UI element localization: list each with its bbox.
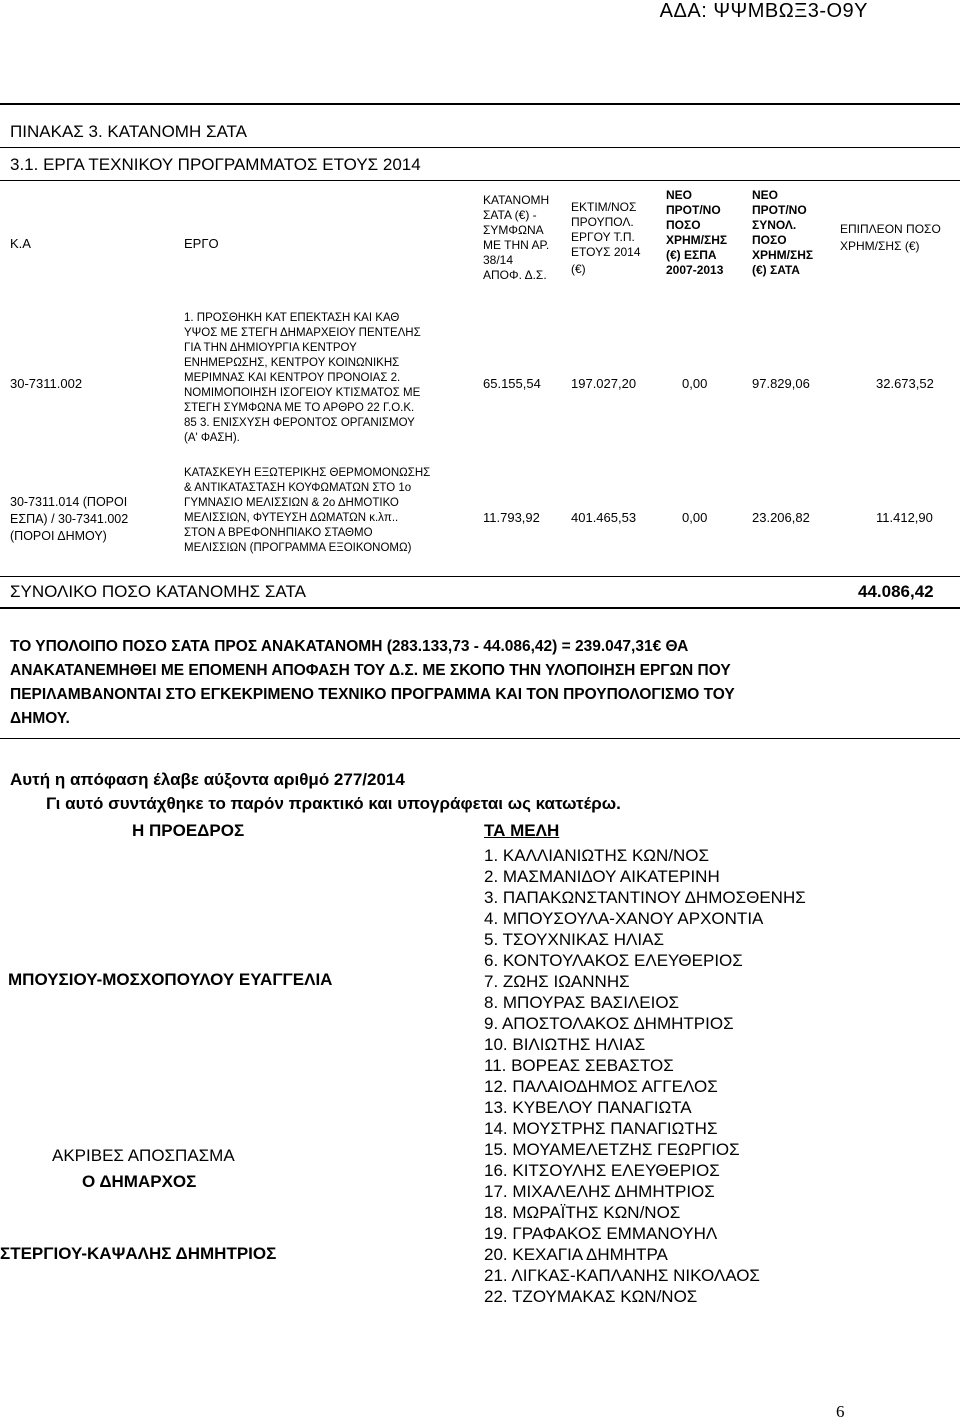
col-header-espa: ΝΕΟ ΠΡΟΤ/ΝΟ ΠΟΣΟ ΧΡΗΜ/ΣΗΣ (€) ΕΣΠΑ 2007-2013 (666, 188, 728, 277)
table-bottom-border (0, 607, 960, 609)
row2-epipleon: 11.412,90 (876, 510, 933, 525)
list-item: 20. ΚΕΧΑΓΙΑ ΔΗΜΗΤΡΑ (484, 1245, 668, 1264)
list-item: 4. ΜΠΟΥΣΟΥΛΑ-ΧΑΝΟΥ ΑΡΧΟΝΤΙΑ (484, 909, 764, 928)
president-title: Η ΠΡΟΕΔΡΟΣ (132, 821, 245, 840)
list-item: 15. ΜΟΥΑΜΕΛΕΤΖΗΣ ΓΕΩΡΓΙΟΣ (484, 1140, 740, 1159)
col-header-ergo: ΕΡΓΟ (184, 236, 219, 251)
list-item: 19. ΓΡΑΦΑΚΟΣ ΕΜΜΑΝΟΥΗΛ (484, 1224, 718, 1243)
col-header-ka: Κ.Α (10, 236, 31, 251)
drawn-up-text: Γι αυτό συντάχθηκε το παρόν πρακτικό και υπογράφεται ως κατωτέρω. (46, 794, 621, 813)
col-header-katanomi: ΚΑΤΑΝΟΜΗ ΣΑΤΑ (€) - ΣΥΜΦΩΝΑ ΜΕ ΤΗΝ ΑΡ. 38/14 ΑΠΟΦ. Δ.Σ. (483, 193, 550, 282)
true-copy-label: ΑΚΡΙΒΕΣ ΑΠΟΣΠΑΣΜΑ (52, 1146, 235, 1165)
page-number: 6 (836, 1402, 845, 1421)
list-item: 6. ΚΟΝΤΟΥΛΑΚΟΣ ΕΛΕΥΘΕΡΙΟΣ (484, 951, 743, 970)
mayor-title: Ο ΔΗΜΑΡΧΟΣ (82, 1172, 197, 1191)
president-name: ΜΠΟΥΣΙΟΥ-ΜΟΣΧΟΠΟΥΛΟΥ ΕΥΑΓΓΕΛΙΑ (8, 970, 333, 989)
ada-code: ΑΔΑ: ΨΨΜΒΩΞ3-Ο9Υ (659, 0, 868, 22)
list-item: 12. ΠΑΛΑΙΟΔΗΜΟΣ ΑΓΓΕΛΟΣ (484, 1077, 718, 1096)
list-item: 16. ΚΙΤΣΟΥΛΗΣ ΕΛΕΥΘΕΡΙΟΣ (484, 1161, 720, 1180)
col-header-sata: ΝΕΟ ΠΡΟΤ/ΝΟ ΣΥΝΟΛ. ΠΟΣΟ ΧΡΗΜ/ΣΗΣ (€) ΣΑΤΑ (752, 188, 814, 277)
list-item: 3. ΠΑΠΑΚΩΝΣΤΑΝΤΙΝΟΥ ΔΗΜΟΣΘΕΝΗΣ (484, 888, 806, 907)
row2-ergo: ΚΑΤΑΣΚΕΥΗ ΕΞΩΤΕΡΙΚΗΣ ΘΕΡΜΟΜΟΝΩΣΗΣ & ΑΝΤΙΚΑΤΑΣΤΑΣΗ ΚΟΥΦΩΜΑΤΩΝ ΣΤΟ 1ο ΓΥΜΝΑΣΙΟ ΜΕΛΙΣΣΙΩΝ & 2ο ΔΗΜΟΤΙΚΟ ΜΕΛΙΣΣΙΩΝ, ΦΥΤΕΥΣΗ ΔΩΜΑΤΩΝ κ.λπ.. ΣΤΟΝ Α ΒΡΕΦΟΝΗΠΙΑΚΟ ΣΤΑΘΜΟ ΜΕΛΙΣΣΙΩΝ (ΠΡΟΓΡΑΜΜΑ ΕΞΟΙΚΟΝΟΜΩ) (184, 467, 431, 554)
total-value: 44.086,42 (858, 582, 934, 601)
list-item: 5. ΤΣΟΥΧΝΙΚΑΣ ΗΛΙΑΣ (484, 930, 664, 949)
list-item: 8. ΜΠΟΥΡΑΣ ΒΑΣΙΛΕΙΟΣ (484, 993, 680, 1012)
row2-katanomi: 11.793,92 (483, 510, 540, 525)
row-divider (0, 180, 960, 181)
list-item: 2. ΜΑΣΜΑΝΙΔΟΥ ΑΙΚΑΤΕΡΙΝΗ (484, 867, 720, 886)
row-divider (0, 147, 960, 148)
members-title: ΤΑ ΜΕΛΗ (484, 821, 560, 840)
row-divider (0, 576, 960, 577)
row2-sata: 23.206,82 (752, 510, 810, 525)
row1-ergo: 1. ΠΡΟΣΘΗΚΗ ΚΑΤ ΕΠΕΚΤΑΣΗ ΚΑΙ ΚΑΘ ΥΨΟΣ ΜΕ ΣΤΕΓΗ ΔΗΜΑΡΧΕΙΟΥ ΠΕΝΤΕΛΗΣ ΓΙΑ ΤΗΝ ΔΗΜΙΟΥΡΓΙΑ ΚΕΝΤΡΟΥ ΕΝΗΜΕΡΩΣΗΣ, ΚΕΝΤΡΟΥ ΚΟΙΝΩΝΙΚΗΣ ΜΕΡΙΜΝΑΣ ΚΑΙ ΚΕΝΤΡΟΥ ΠΡΟΝΟΙΑΣ 2. ΝΟΜΙΜΟΠΟΙΗΣΗ ΙΣΟΓΕΙΟΥ ΚΤΙΣΜΑΤΟΣ ΜΕ ΣΤΕΓΗ ΣΥΜΦΩΝΑ ΜΕ ΤΟ ΑΡΘΡΟ 22 Γ.Ο.Κ. 85 3. ΕΝΙΣΧΥΣΗ ΦΕΡΟΝΤΟΣ ΟΡΓΑΝΙΣΜΟΥ (Α' ΦΑΣΗ). (184, 312, 421, 444)
row1-katanomi: 65.155,54 (483, 376, 541, 391)
decision-text: Αυτή η απόφαση έλαβε αύξοντα αριθμό 277/2014 (10, 770, 405, 789)
redistribution-note: ΤΟ ΥΠΟΛΟΙΠΟ ΠΟΣΟ ΣΑΤΑ ΠΡΟΣ ΑΝΑΚΑΤΑΝΟΜΗ (283.133,73 - 44.086,42) = 239.047,31€ ΘΑ ΑΝΑΚΑΤΑΝΕΜΗΘΕΙ ΜΕ ΕΠΟΜΕΝΗ ΑΠΟΦΑΣΗ ΤΟΥ Δ.Σ. ΜΕ ΣΚΟΠΟ ΤΗΝ ΥΛΟΠΟΙΗΣΗ ΕΡΓΩΝ ΠΟΥ ΠΕΡΙΛΑΜΒΑΝΟΝΤΑΙ ΣΤΟ ΕΓΚΕΚΡΙΜΕΝΟ ΤΕΧΝΙΚΟ ΠΡΟΓΡΑΜΜΑ ΚΑΙ ΤΟΝ ΠΡΟΥΠΟΛΟΓΙΣΜΟ ΤΟΥ ΔΗΜΟΥ. (10, 638, 735, 727)
row2-espa: 0,00 (682, 510, 708, 525)
row1-ka: 30-7311.002 (10, 376, 83, 391)
col-header-ektim: ΕΚΤΙΜ/ΝΟΣ ΠΡΟΥΠΟΛ. ΕΡΓΟΥ Τ.Π. ΕΤΟΥΣ 2014 (€) (571, 200, 641, 276)
list-item: 18. ΜΩΡΑΪΤΗΣ ΚΩΝ/ΝΟΣ (484, 1203, 681, 1222)
row1-espa: 0,00 (682, 376, 708, 391)
list-item: 7. ΖΩΗΣ ΙΩΑΝΝΗΣ (484, 972, 630, 991)
row1-ektim: 197.027,20 (571, 376, 637, 391)
section-title: 3.1. ΕΡΓΑ ΤΕΧΝΙΚΟΥ ΠΡΟΓΡΑΜΜΑΤΟΣ ΕΤΟΥΣ 2014 (10, 155, 421, 174)
list-item: 9. ΑΠΟΣΤΟΛΑΚΟΣ ΔΗΜΗΤΡΙΟΣ (484, 1014, 734, 1033)
list-item: 10. ΒΙΛΙΩΤΗΣ ΗΛΙΑΣ (484, 1035, 646, 1054)
list-item: 14. ΜΟΥΣΤΡΗΣ ΠΑΝΑΓΙΩΤΗΣ (484, 1119, 718, 1138)
list-item: 1. ΚΑΛΛΙΑΝΙΩΤΗΣ ΚΩΝ/ΝΟΣ (484, 846, 710, 865)
members-list (484, 845, 806, 1307)
mayor-name: ΣΤΕΡΓΙΟΥ-ΚΑΨΑΛΗΣ ΔΗΜΗΤΡΙΟΣ (0, 1244, 277, 1263)
row1-epipleon: 32.673,52 (876, 376, 934, 391)
total-label: ΣΥΝΟΛΙΚΟ ΠΟΣΟ ΚΑΤΑΝΟΜΗΣ ΣΑΤΑ (10, 582, 306, 601)
table-title: ΠΙΝΑΚΑΣ 3. ΚΑΤΑΝΟΜΗ ΣΑΤΑ (10, 122, 248, 141)
row1-sata: 97.829,06 (752, 376, 810, 391)
col-header-epipleon: ΕΠΙΠΛΕΟΝ ΠΟΣΟ ΧΡΗΜ/ΣΗΣ (€) (840, 222, 941, 253)
list-item: 17. ΜΙΧΑΛΕΛΗΣ ΔΗΜΗΤΡΙΟΣ (484, 1182, 715, 1201)
row2-ektim: 401.465,53 (571, 510, 637, 525)
list-item: 22. ΤΖΟΥΜΑΚΑΣ ΚΩΝ/ΝΟΣ (484, 1287, 698, 1306)
row2-ka: 30-7311.014 (ΠΟΡΟΙ ΕΣΠΑ) / 30-7341.002 (ΠΟΡΟΙ ΔΗΜΟΥ) (10, 495, 129, 543)
table-top-border (0, 103, 960, 105)
list-item: 21. ΛΙΓΚΑΣ-ΚΑΠΛΑΝΗΣ ΝΙΚΟΛΑΟΣ (484, 1266, 760, 1285)
list-item: 13. ΚΥΒΕΛΟΥ ΠΑΝΑΓΙΩΤΑ (484, 1098, 692, 1117)
list-item: 11. ΒΟΡΕΑΣ ΣΕΒΑΣΤΟΣ (484, 1056, 674, 1075)
note-divider (0, 738, 960, 739)
